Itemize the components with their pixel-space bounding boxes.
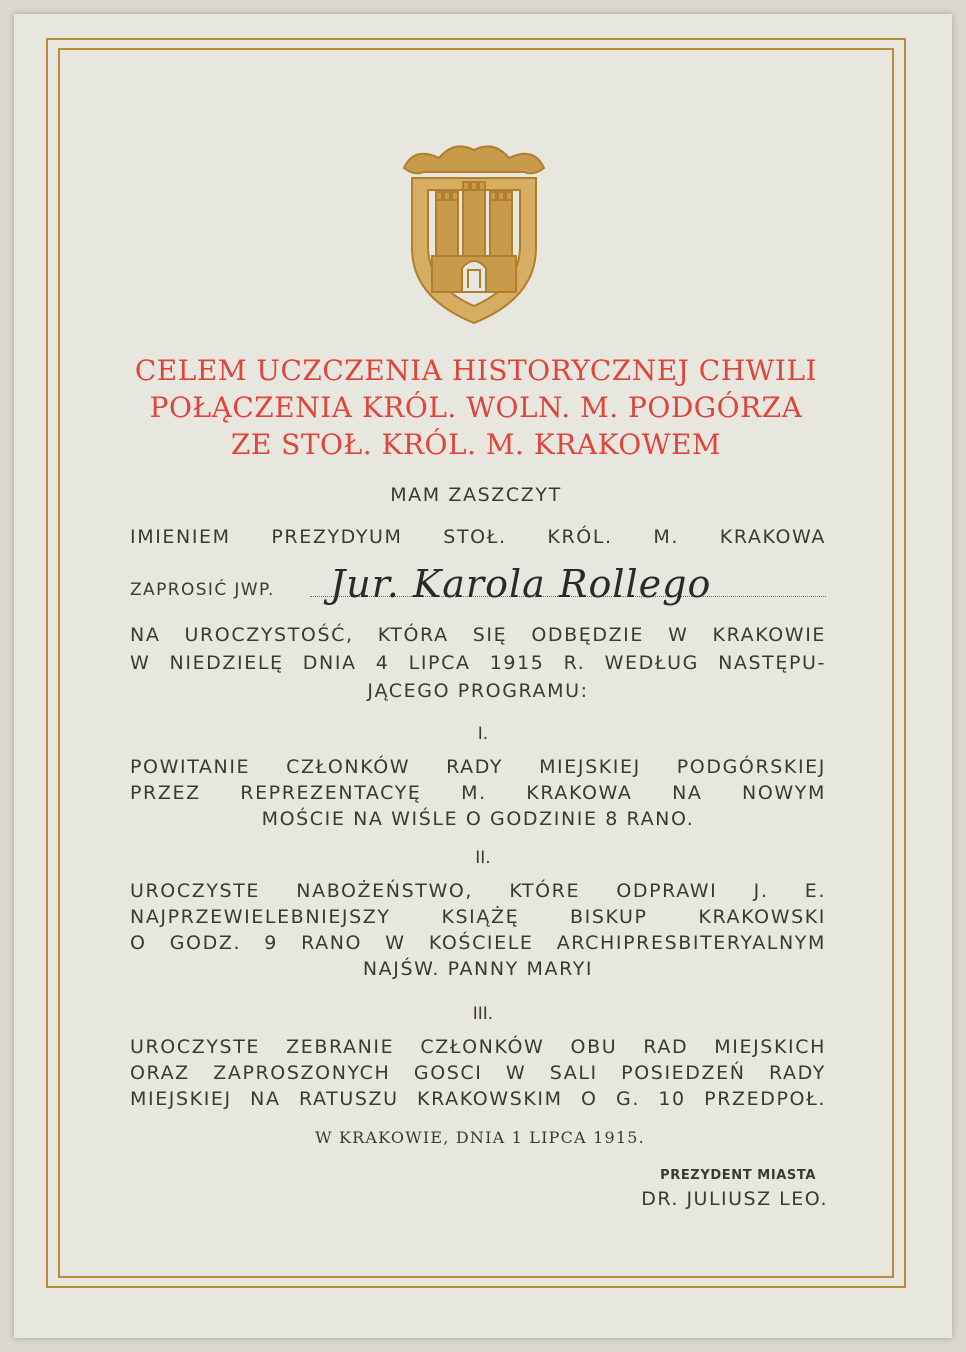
event-line-2: W NIEDZIELĘ DNIA 4 LIPCA 1915 R. WEDŁUG NASTĘPU-	[130, 652, 826, 674]
event-line-1: NA UROCZYSTOŚĆ, KTÓRA SIĘ ODBĘDZIE W KRAKOWIE	[130, 624, 826, 646]
krakow-coat-of-arms-icon	[384, 128, 564, 328]
program-3-line-1: UROCZYSTE ZEBRANIE CZŁONKÓW OBU RAD MIEJSKICH	[130, 1036, 826, 1058]
program-numeral-1: I.	[477, 724, 489, 744]
headline-line-2: POŁĄCZENIA KRÓL. WOLN. M. PODGÓRZA	[149, 391, 803, 424]
invite-row	[130, 562, 826, 608]
headline-line-1: CELEM UCZCZENIA HISTORYCZNEJ CHWILI	[134, 354, 818, 387]
program-1-line-3: MOŚCIE NA WIŚLE O GODZINIE 8 RANO.	[261, 808, 695, 830]
program-numeral-3: III.	[472, 1004, 494, 1024]
program-2-line-1: UROCZYSTE NABOŻEŃSTWO, KTÓRE ODPRAWI J. E.	[130, 880, 826, 902]
program-1-line-2: PRZEZ REPREZENTACYĘ M. KRAKOWA NA NOWYM	[130, 782, 826, 804]
program-1-line-1: POWITANIE CZŁONKÓW RADY MIEJSKIEJ PODGÓRSKIEJ	[130, 756, 826, 778]
event-line-3: JĄCEGO PROGRAMU:	[367, 680, 589, 702]
program-2-line-2: NAJPRZEWIELEBNIEJSZY KSIĄŻĘ BISKUP KRAKOWSKI	[130, 906, 826, 928]
program-3-line-3: MIEJSKIEJ NA RATUSZU KRAKOWSKIM O G. 10 PRZEDPOŁ.	[130, 1088, 826, 1110]
invitee-handwritten-name: Jur. Karola Rollego	[330, 562, 712, 606]
invite-label: ZAPROSIĆ JWP.	[130, 580, 275, 600]
signatory-name: DR. JULIUSZ LEO.	[641, 1188, 828, 1210]
issue-date: W KRAKOWIE, DNIA 1 LIPCA 1915.	[315, 1128, 645, 1147]
program-3-line-2: ORAZ ZAPROSZONYCH GOSCI W SALI POSIEDZEŃ RADY	[130, 1062, 826, 1084]
signatory-title: PREZYDENT MIASTA	[660, 1168, 816, 1183]
intro-line-1: MAM ZASZCZYT	[390, 484, 562, 506]
headline-line-3: ZE STOŁ. KRÓL. M. KRAKOWEM	[230, 428, 722, 461]
headline	[60, 352, 892, 463]
intro-line-2: IMIENIEM PREZYDYUM STOŁ. KRÓL. M. KRAKOWA	[130, 526, 826, 548]
program-2-line-4: NAJŚW. PANNY MARYI	[362, 958, 594, 980]
program-numeral-2: II.	[475, 848, 491, 868]
program-2-line-3: O GODZ. 9 RANO W KOŚCIELE ARCHIPRESBITERYALNYM	[130, 932, 826, 954]
